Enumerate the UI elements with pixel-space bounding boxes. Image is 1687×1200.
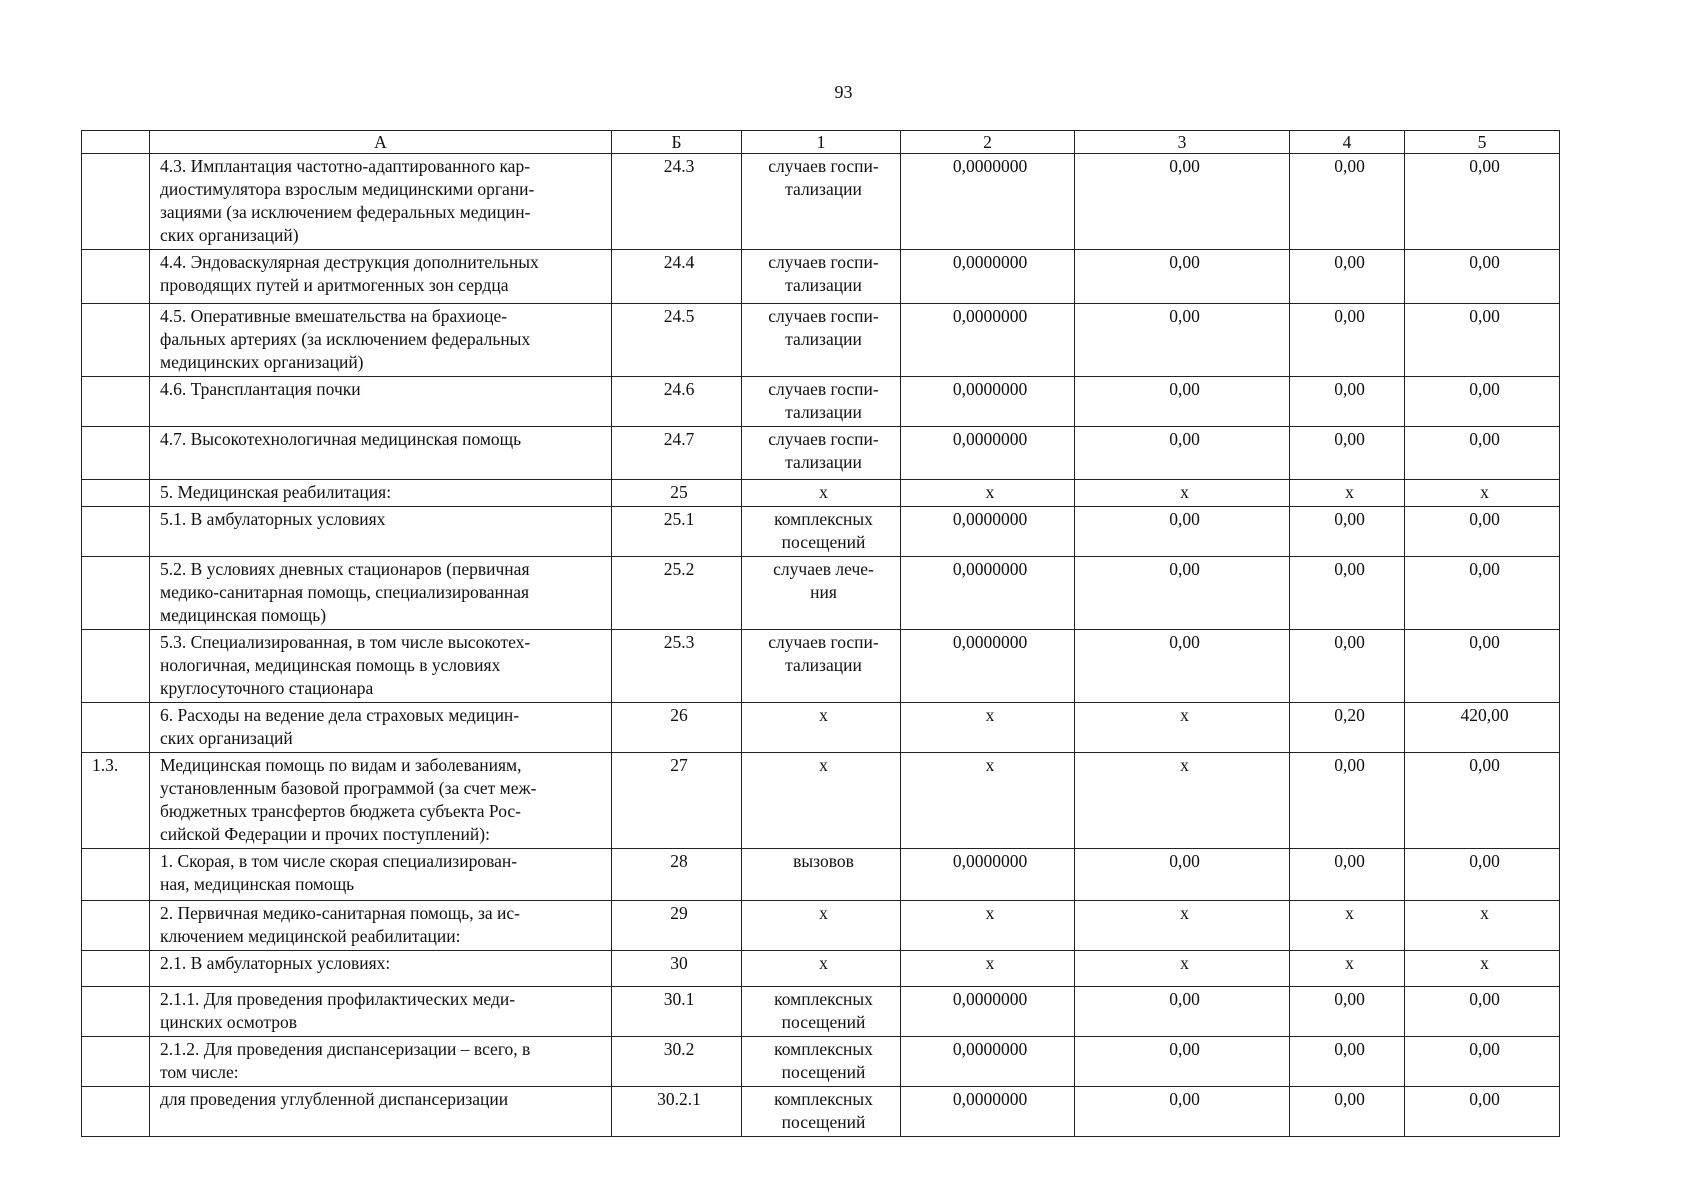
row-code-cell: 25.2 <box>612 557 742 630</box>
value-cell-c3: 0,00 <box>1075 1037 1290 1087</box>
value-cell-c1: х <box>742 703 901 753</box>
value-cell-c2: 0,0000000 <box>901 1037 1075 1087</box>
row-code-cell: 28 <box>612 849 742 901</box>
table-row <box>82 304 1560 377</box>
value-cell-c3: х <box>1075 703 1290 753</box>
table-row <box>82 753 1560 849</box>
table-row <box>82 427 1560 480</box>
description-cell: для проведения углубленной диспансеризации <box>150 1087 612 1137</box>
table-row <box>82 154 1560 250</box>
value-cell-c2: 0,0000000 <box>901 630 1075 703</box>
value-cell-c5: 0,00 <box>1405 849 1560 901</box>
header-cell: Б <box>612 131 742 154</box>
table-row <box>82 480 1560 507</box>
value-cell-c3: 0,00 <box>1075 427 1290 480</box>
value-cell-c5: 0,00 <box>1405 630 1560 703</box>
value-cell-c5: 0,00 <box>1405 753 1560 849</box>
value-cell-c2: 0,0000000 <box>901 507 1075 557</box>
value-cell-c1: случаев госпи- тализации <box>742 250 901 304</box>
description-cell: 2.1.2. Для проведения диспансеризации – всего, в том числе: <box>150 1037 612 1087</box>
table-row <box>82 630 1560 703</box>
row-code-cell: 30.2.1 <box>612 1087 742 1137</box>
row-code-cell: 25.3 <box>612 630 742 703</box>
description-cell: 4.5. Оперативные вмешательства на брахиоце- фальных артериях (за исключением федеральных медицинских организаций) <box>150 304 612 377</box>
value-cell-c2: 0,0000000 <box>901 1087 1075 1137</box>
description-cell: 4.7. Высокотехнологичная медицинская помощь <box>150 427 612 480</box>
value-cell-c1: х <box>742 753 901 849</box>
row-code-cell: 30 <box>612 951 742 987</box>
value-cell-c5: 0,00 <box>1405 427 1560 480</box>
header-cell: 5 <box>1405 131 1560 154</box>
value-cell-c3: 0,00 <box>1075 154 1290 250</box>
financing-table <box>81 130 1560 1137</box>
section-number-cell <box>82 427 150 480</box>
value-cell-c5: 0,00 <box>1405 1037 1560 1087</box>
row-code-cell: 30.2 <box>612 1037 742 1087</box>
value-cell-c1: случаев госпи- тализации <box>742 427 901 480</box>
section-number-cell <box>82 951 150 987</box>
section-number-cell <box>82 250 150 304</box>
row-code-cell: 24.5 <box>612 304 742 377</box>
value-cell-c2: 0,0000000 <box>901 849 1075 901</box>
value-cell-c2: х <box>901 951 1075 987</box>
section-number-cell <box>82 901 150 951</box>
description-cell: 4.6. Трансплантация почки <box>150 377 612 427</box>
value-cell-c1: комплексных посещений <box>742 987 901 1037</box>
value-cell-c4: х <box>1290 901 1405 951</box>
description-cell: 6. Расходы на ведение дела страховых медицин- ских организаций <box>150 703 612 753</box>
description-cell: 5.2. В условиях дневных стационаров (первичная медико-санитарная помощь, специализированная медицинская помощь) <box>150 557 612 630</box>
value-cell-c1: комплексных посещений <box>742 1037 901 1087</box>
value-cell-c4: 0,00 <box>1290 1037 1405 1087</box>
section-number-cell <box>82 703 150 753</box>
value-cell-c3: х <box>1075 901 1290 951</box>
row-code-cell: 25 <box>612 480 742 507</box>
value-cell-c4: 0,00 <box>1290 987 1405 1037</box>
value-cell-c5: 420,00 <box>1405 703 1560 753</box>
value-cell-c4: 0,00 <box>1290 304 1405 377</box>
value-cell-c2: 0,0000000 <box>901 250 1075 304</box>
row-code-cell: 24.7 <box>612 427 742 480</box>
value-cell-c2: х <box>901 753 1075 849</box>
value-cell-c4: 0,00 <box>1290 1087 1405 1137</box>
value-cell-c1: х <box>742 951 901 987</box>
row-code-cell: 24.3 <box>612 154 742 250</box>
section-number-cell: 1.3. <box>82 753 150 849</box>
description-cell: 2. Первичная медико-санитарная помощь, за ис- ключением медицинской реабилитации: <box>150 901 612 951</box>
value-cell-c5: 0,00 <box>1405 557 1560 630</box>
description-cell: 2.1.1. Для проведения профилактических меди- цинских осмотров <box>150 987 612 1037</box>
value-cell-c4: 0,00 <box>1290 427 1405 480</box>
value-cell-c3: 0,00 <box>1075 1087 1290 1137</box>
section-number-cell <box>82 1037 150 1087</box>
table-row <box>82 1087 1560 1137</box>
value-cell-c5: 0,00 <box>1405 507 1560 557</box>
value-cell-c1: случаев госпи- тализации <box>742 154 901 250</box>
value-cell-c4: 0,00 <box>1290 250 1405 304</box>
table-row <box>82 377 1560 427</box>
description-cell: 4.4. Эндоваскулярная деструкция дополнительных проводящих путей и аритмогенных зон сердца <box>150 250 612 304</box>
header-cell: 2 <box>901 131 1075 154</box>
value-cell-c5: 0,00 <box>1405 304 1560 377</box>
value-cell-c1: случаев госпи- тализации <box>742 377 901 427</box>
value-cell-c1: х <box>742 480 901 507</box>
value-cell-c3: 0,00 <box>1075 304 1290 377</box>
value-cell-c5: 0,00 <box>1405 154 1560 250</box>
table-row <box>82 703 1560 753</box>
value-cell-c1: случаев лече- ния <box>742 557 901 630</box>
value-cell-c4: 0,00 <box>1290 507 1405 557</box>
value-cell-c4: 0,00 <box>1290 377 1405 427</box>
value-cell-c4: 0,00 <box>1290 753 1405 849</box>
section-number-cell <box>82 377 150 427</box>
value-cell-c2: х <box>901 703 1075 753</box>
row-code-cell: 25.1 <box>612 507 742 557</box>
table-row <box>82 250 1560 304</box>
value-cell-c3: х <box>1075 951 1290 987</box>
section-number-cell <box>82 480 150 507</box>
value-cell-c3: 0,00 <box>1075 557 1290 630</box>
value-cell-c2: х <box>901 901 1075 951</box>
value-cell-c3: х <box>1075 753 1290 849</box>
value-cell-c4: 0,00 <box>1290 849 1405 901</box>
value-cell-c3: 0,00 <box>1075 987 1290 1037</box>
header-cell: А <box>150 131 612 154</box>
section-number-cell <box>82 507 150 557</box>
value-cell-c1: случаев госпи- тализации <box>742 304 901 377</box>
value-cell-c4: х <box>1290 480 1405 507</box>
value-cell-c5: 0,00 <box>1405 250 1560 304</box>
description-cell: 5.3. Специализированная, в том числе высокотех- нологичная, медицинская помощь в условиях круглосуточного стационара <box>150 630 612 703</box>
value-cell-c4: 0,20 <box>1290 703 1405 753</box>
table-body <box>82 154 1560 1137</box>
value-cell-c5: х <box>1405 901 1560 951</box>
row-code-cell: 27 <box>612 753 742 849</box>
header-cell: 3 <box>1075 131 1290 154</box>
table-row <box>82 1037 1560 1087</box>
value-cell-c2: 0,0000000 <box>901 304 1075 377</box>
description-cell: 2.1. В амбулаторных условиях: <box>150 951 612 987</box>
section-number-cell <box>82 1087 150 1137</box>
section-number-cell <box>82 630 150 703</box>
row-code-cell: 30.1 <box>612 987 742 1037</box>
row-code-cell: 24.6 <box>612 377 742 427</box>
table-row <box>82 849 1560 901</box>
value-cell-c3: 0,00 <box>1075 630 1290 703</box>
value-cell-c3: 0,00 <box>1075 377 1290 427</box>
table-header-row <box>82 131 1560 154</box>
value-cell-c1: комплексных посещений <box>742 507 901 557</box>
value-cell-c2: 0,0000000 <box>901 154 1075 250</box>
section-number-cell <box>82 557 150 630</box>
value-cell-c3: 0,00 <box>1075 849 1290 901</box>
value-cell-c2: х <box>901 480 1075 507</box>
row-code-cell: 26 <box>612 703 742 753</box>
value-cell-c5: 0,00 <box>1405 987 1560 1037</box>
value-cell-c5: х <box>1405 951 1560 987</box>
table-row <box>82 987 1560 1037</box>
section-number-cell <box>82 849 150 901</box>
description-cell: 5.1. В амбулаторных условиях <box>150 507 612 557</box>
value-cell-c5: 0,00 <box>1405 377 1560 427</box>
header-cell: 4 <box>1290 131 1405 154</box>
value-cell-c2: 0,0000000 <box>901 377 1075 427</box>
value-cell-c5: х <box>1405 480 1560 507</box>
table-row <box>82 901 1560 951</box>
value-cell-c3: 0,00 <box>1075 507 1290 557</box>
description-cell: Медицинская помощь по видам и заболеваниям, установленным базовой программой (за счет меж- бюджетных трансфертов бюджета субъекта Рос- сийской Федерации и прочих поступлений): <box>150 753 612 849</box>
section-number-cell <box>82 154 150 250</box>
page-number: 93 <box>834 82 853 102</box>
table-row <box>82 557 1560 630</box>
description-cell: 1. Скорая, в том числе скорая специализирован- ная, медицинская помощь <box>150 849 612 901</box>
header-cell <box>82 131 150 154</box>
row-code-cell: 29 <box>612 901 742 951</box>
section-number-cell <box>82 304 150 377</box>
description-cell: 5. Медицинская реабилитация: <box>150 480 612 507</box>
value-cell-c2: 0,0000000 <box>901 987 1075 1037</box>
table-row <box>82 507 1560 557</box>
value-cell-c4: 0,00 <box>1290 154 1405 250</box>
row-code-cell: 24.4 <box>612 250 742 304</box>
value-cell-c1: комплексных посещений <box>742 1087 901 1137</box>
value-cell-c4: 0,00 <box>1290 557 1405 630</box>
value-cell-c2: 0,0000000 <box>901 557 1075 630</box>
value-cell-c1: х <box>742 901 901 951</box>
header-cell: 1 <box>742 131 901 154</box>
value-cell-c4: 0,00 <box>1290 630 1405 703</box>
table-row <box>82 951 1560 987</box>
value-cell-c3: 0,00 <box>1075 250 1290 304</box>
value-cell-c2: 0,0000000 <box>901 427 1075 480</box>
value-cell-c5: 0,00 <box>1405 1087 1560 1137</box>
value-cell-c1: случаев госпи- тализации <box>742 630 901 703</box>
description-cell: 4.3. Имплантация частотно-адаптированного кар- диостимулятора взрослым медицинскими органи- зациями (за исключением федеральных медицин- ских организаций) <box>150 154 612 250</box>
value-cell-c4: х <box>1290 951 1405 987</box>
section-number-cell <box>82 987 150 1037</box>
value-cell-c3: х <box>1075 480 1290 507</box>
value-cell-c1: вызовов <box>742 849 901 901</box>
